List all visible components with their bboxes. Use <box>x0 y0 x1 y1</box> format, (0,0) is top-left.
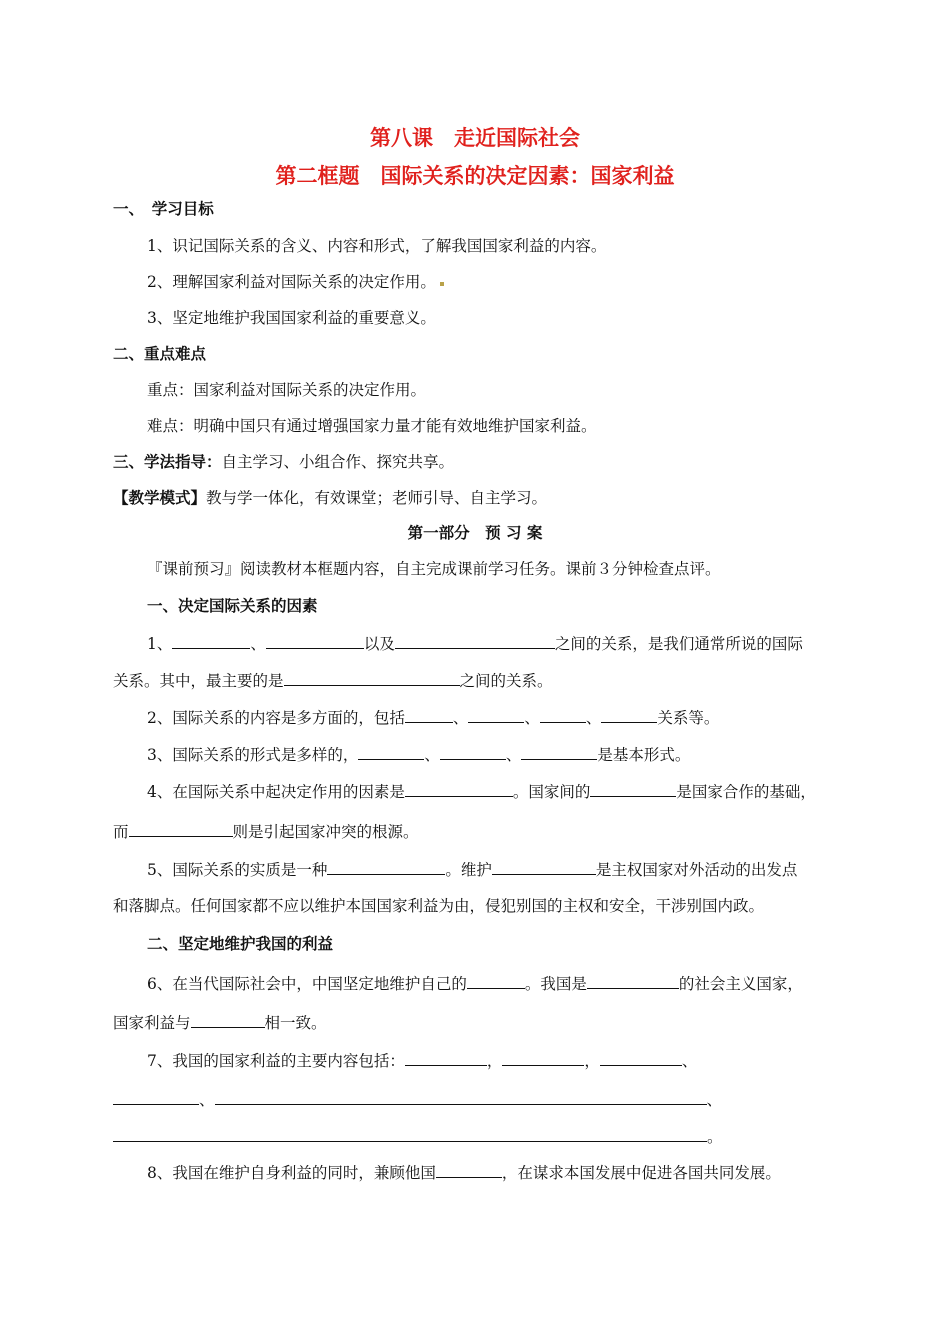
question-1: 1、 、 以及 之间的关系，是我们通常所说的国际 <box>147 632 803 654</box>
answer-blank[interactable] <box>191 1011 265 1028</box>
lesson-subtitle: 第二框题 国际关系的决定因素：国家利益 <box>275 164 675 188</box>
question-4-cont: 而 则是引起国家冲突的根源。 <box>113 820 419 842</box>
section2-heading: 二、坚定地维护我国的利益 <box>147 935 334 953</box>
answer-blank[interactable] <box>327 858 445 875</box>
answer-blank[interactable] <box>284 669 460 686</box>
question-8: 8、我国在维护自身利益的同时，兼顾他国 ，在谋求本国发展中促进各国共同发展。 <box>147 1161 781 1183</box>
answer-blank[interactable] <box>540 706 586 723</box>
goal-item: 3、坚定地维护我国国家利益的重要意义。 <box>147 309 436 327</box>
answer-blank[interactable] <box>467 972 525 989</box>
goal-item: 1、识记国际关系的含义、内容和形式，了解我国国家利益的内容。 <box>147 237 607 255</box>
answer-blank[interactable] <box>521 743 597 760</box>
answer-blank[interactable] <box>587 972 679 989</box>
answer-blank[interactable] <box>395 632 555 649</box>
mode-line <box>113 488 547 508</box>
answer-blank[interactable] <box>266 632 364 649</box>
question-5: 5、国际关系的实质是一种 。维护 是主权国家对外活动的出发点 <box>147 858 797 880</box>
question-3: 3、国际关系的形式是多样的， 、 、 是基本形式。 <box>147 743 690 765</box>
section1-heading: 一、决定国际关系的因素 <box>147 597 318 615</box>
question-7-cont2: 。 <box>113 1125 723 1147</box>
answer-blank[interactable] <box>113 1088 199 1105</box>
part1-heading: 第一部分 预 习 案 <box>407 524 543 542</box>
mode-text: 教与学一体化，有效课堂；老师引导、自主学习。 <box>206 489 548 507</box>
answer-blank[interactable] <box>440 743 506 760</box>
answer-blank[interactable] <box>601 706 657 723</box>
answer-blank[interactable] <box>468 706 524 723</box>
answer-blank[interactable] <box>215 1088 707 1105</box>
question-1-cont: 关系。其中，最主要的是 之间的关系。 <box>113 669 553 691</box>
answer-blank[interactable] <box>436 1161 502 1178</box>
answer-blank[interactable] <box>600 1049 682 1066</box>
question-2: 2、国际关系的内容是多方面的，包括 、 、 、 关系等。 <box>147 706 719 728</box>
question-6-cont: 国家利益与 相一致。 <box>113 1011 327 1033</box>
answer-blank[interactable] <box>405 706 453 723</box>
key-point: 重点：国家利益对国际关系的决定作用。 <box>147 381 427 399</box>
question-6: 6、在当代国际社会中，中国坚定地维护自己的 。我国是 的社会主义国家， <box>147 972 803 994</box>
answer-blank[interactable] <box>405 780 513 797</box>
mark-dot <box>440 282 444 286</box>
lesson-title: 第八课 走近国际社会 <box>370 126 580 150</box>
goal-item: 2、理解国家利益对国际关系的决定作用。 <box>147 272 444 292</box>
method-text: 自主学习、小组合作、探究共享。 <box>221 453 455 471</box>
answer-blank[interactable] <box>113 1125 707 1142</box>
part1-intro: 『课前预习』阅读教材本框题内容，自主完成课前学习任务。课前３分钟检查点评。 <box>147 560 721 578</box>
answer-blank[interactable] <box>405 1049 487 1066</box>
question-7: 7、我国的国家利益的主要内容包括： ， ， 、 <box>147 1049 697 1071</box>
key-points-heading: 二、重点难点 <box>113 345 207 363</box>
answer-blank[interactable] <box>492 858 596 875</box>
answer-blank[interactable] <box>172 632 250 649</box>
question-7-cont: 、 、 <box>113 1088 722 1110</box>
goals-heading: 一、 学习目标 <box>113 200 214 218</box>
answer-blank[interactable] <box>129 820 233 837</box>
difficulty-point: 难点：明确中国只有通过增强国家力量才能有效地维护国家利益。 <box>147 417 597 435</box>
mode-heading: 【教学模式】 <box>113 489 207 507</box>
question-5-cont: 和落脚点。任何国家都不应以维护本国国家利益为由，侵犯别国的主权和安全，干涉别国内政。 <box>113 897 765 915</box>
question-4: 4、在国际关系中起决定作用的因素是 。国家间的 是国家合作的基础， <box>147 780 816 802</box>
method-heading: 三、学法指导： <box>113 453 222 471</box>
answer-blank[interactable] <box>358 743 424 760</box>
method-line <box>113 452 454 472</box>
answer-blank[interactable] <box>590 780 676 797</box>
answer-blank[interactable] <box>502 1049 584 1066</box>
